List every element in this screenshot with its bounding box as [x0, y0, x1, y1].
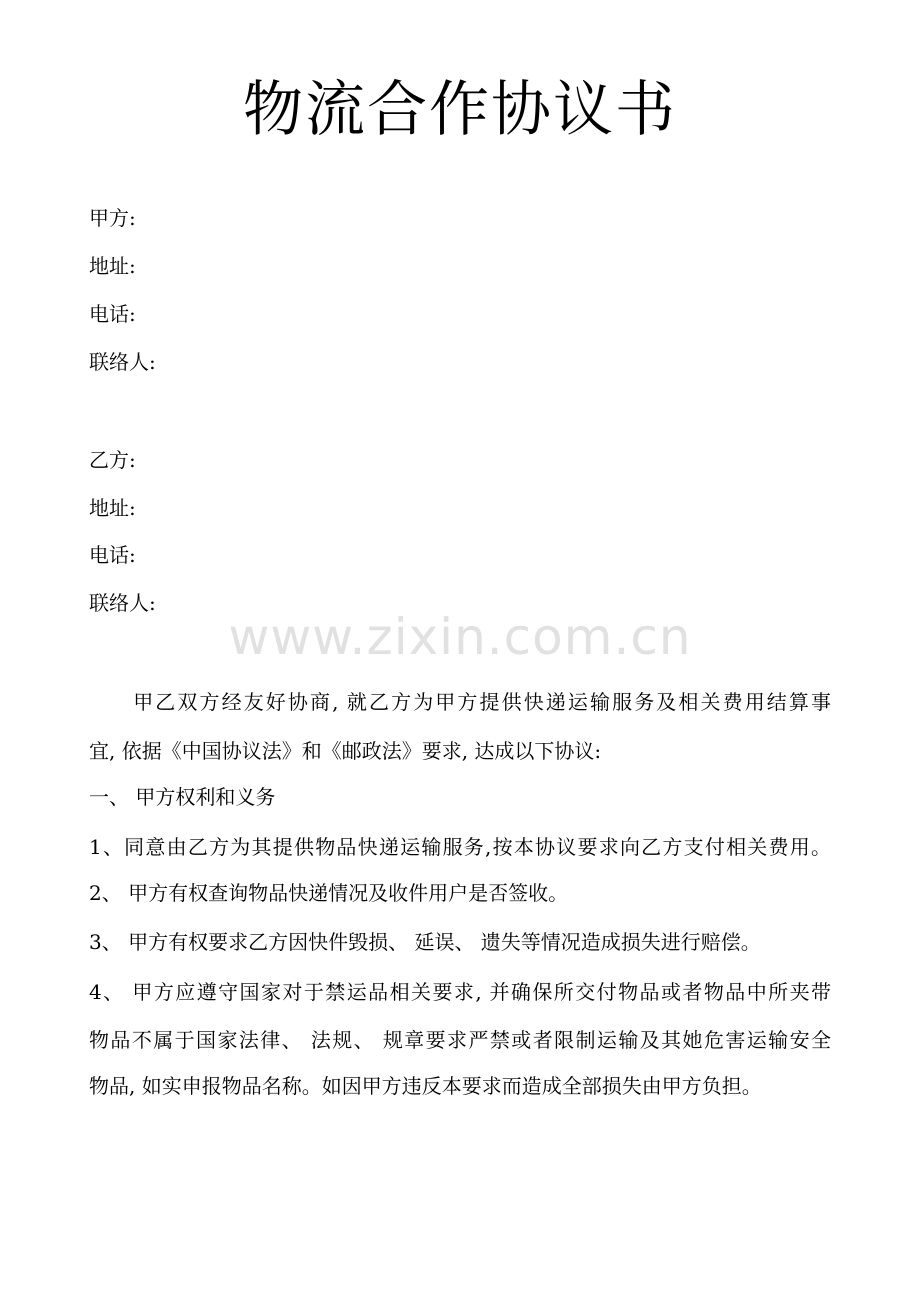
intro-line-1: 甲乙双方经友好协商, 就乙方为甲方提供快递运输服务及相关费用结算事	[89, 690, 831, 714]
party-b-phone-label: 电话:	[89, 543, 136, 567]
party-b-address-label: 地址:	[89, 496, 136, 520]
party-a-address-label: 地址:	[89, 254, 136, 278]
party-a-phone-label: 电话:	[89, 302, 136, 326]
section-1-heading: 一、 甲方权利和义务	[89, 785, 276, 809]
party-b-name-label: 乙方:	[89, 448, 136, 472]
section-1-item-4-line-3: 物品, 如实申报物品名称。如因甲方违反本要求而造成全部损失由甲方负担。	[89, 1074, 762, 1098]
watermark: www.zixin.com.cn	[228, 608, 692, 666]
section-1-item-1: 1、同意由乙方为其提供物品快递运输服务,按本协议要求向乙方支付相关费用。	[89, 835, 831, 859]
section-1-item-3: 3、 甲方有权要求乙方因快件毁损、 延误、 遗失等情况造成损失进行赔偿。	[89, 930, 761, 954]
party-b-contact-label: 联络人:	[89, 591, 156, 615]
section-1-item-2: 2、 甲方有权查询物品快递情况及收件用户是否签收。	[89, 881, 569, 905]
party-a-contact-label: 联络人:	[89, 350, 156, 374]
section-1-item-4-line-1: 4、 甲方应遵守国家对于禁运品相关要求, 并确保所交付物品或者物品中所夹带	[89, 980, 831, 1004]
section-1-item-4-line-2: 物品不属于国家法律、 法规、 规章要求严禁或者限制运输及其她危害运输安全	[89, 1028, 831, 1052]
intro-line-2: 宜, 依据《中国协议法》和《邮政法》要求, 达成以下协议:	[89, 739, 602, 763]
party-a-name-label: 甲方:	[89, 206, 136, 230]
document-title: 物流合作协议书	[243, 75, 677, 145]
